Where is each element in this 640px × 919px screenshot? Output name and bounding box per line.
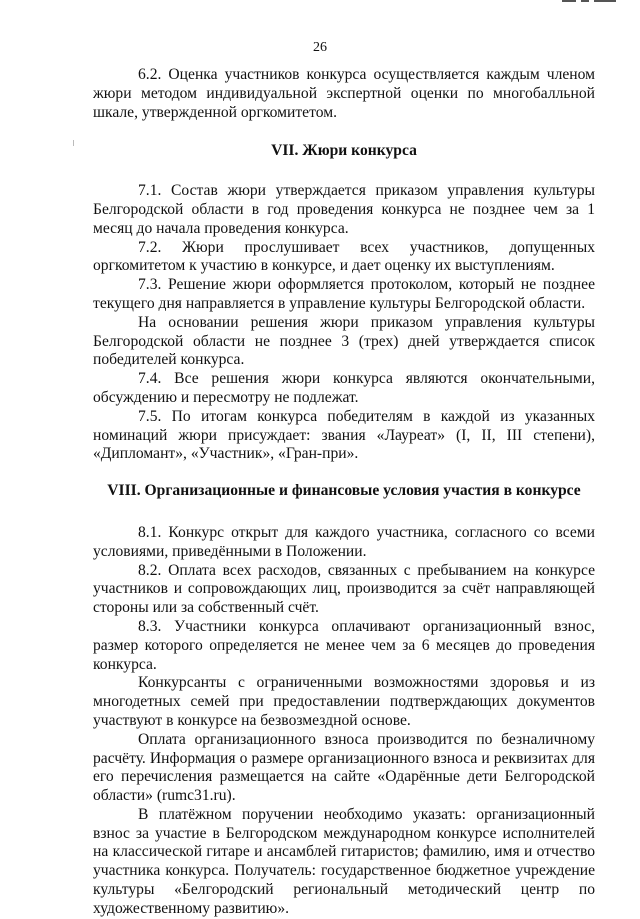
paragraph-8-2: 8.2. Оплата всех расходов, связанных с пребыванием на конкурсе участников и сопровождающих лиц, производится за счёт направляющей стороны или за собственный счёт. [93,561,595,617]
paragraph-7-4: 7.4. Все решения жюри конкурса являются окончательными, обсуждению и пересмотру не подлежат. [93,370,595,406]
paragraph-8-3: 8.3. Участники конкурса оплачивают организационный взнос, размер которого определяется не менее чем за 6 месяцев до проведения конкурса. [93,617,595,673]
paragraph-8-3-payment: Оплата организационного взноса производится по безналичному расчёту. Информация о размере организационного взноса и реквизитах для его перечисления размещается на сайте «Одарённые дети Белгородской области» (rumc31.ru). [93,730,595,805]
paragraph-8-1: 8.1. Конкурс открыт для каждого участника, согласного со всеми условиями, приведёнными в Положении. [93,523,595,560]
paragraph-7-5: 7.5. По итогам конкурса победителям в каждой из указанных номинаций жюри присуждает: звания «Лауреат» (I, II, III степени), «Дипломант», «Участник», «Гран-при». [93,407,595,463]
scan-speck [73,140,74,146]
paragraph-7-3: 7.3. Решение жюри оформляется протоколом, который не позднее текущего дня направляется в управление культуры Белгородской области. [93,276,595,312]
paragraph-6-2: 6.2. Оценка участников конкурса осуществляется каждым членом жюри методом индивидуальной экспертной оценки по многобалльной шкале, утвержденной оргкомитетом. [93,66,595,121]
page-number: 26 [313,40,327,55]
section-7-heading: VII. Жюри конкурса [271,142,417,160]
paragraph-8-3-benefits: Конкурсанты с ограниченными возможностями здоровья и из многодетных семей при предоставлении подтверждающих документов участвуют в конкурсе на безвозмездной основе. [93,674,595,729]
scan-edge-marks [562,0,626,6]
paragraph-7-1: 7.1. Состав жюри утверждается приказом управления культуры Белгородской области в год проведения конкурса не позднее чем за 1 месяц до начала проведения конкурса. [93,182,595,237]
section-8-heading: VIII. Организационные и финансовые условия участия в конкурсе [107,482,581,500]
paragraph-7-3-cont: На основании решения жюри приказом управления культуры Белгородской области не позднее 3 (трех) дней утверждается список победителей конкурса. [93,313,595,369]
document-body [93,66,595,919]
paragraph-8-3-order: В платёжном поручении необходимо указать: организационный взнос за участие в Белгородском международном конкурсе исполнителей на классической гитаре и ансамблей гитаристов; фамилию, имя и отчество участника конкурса. Получатель: государственное бюджетное учреждение культуры «Белгородский региональный методический центр по художественному развитию». [93,805,595,917]
paragraph-7-2: 7.2. Жюри прослушивает всех участников, допущенных оргкомитетом к участию в конкурсе, и дает оценку их выступлениям. [93,238,595,275]
